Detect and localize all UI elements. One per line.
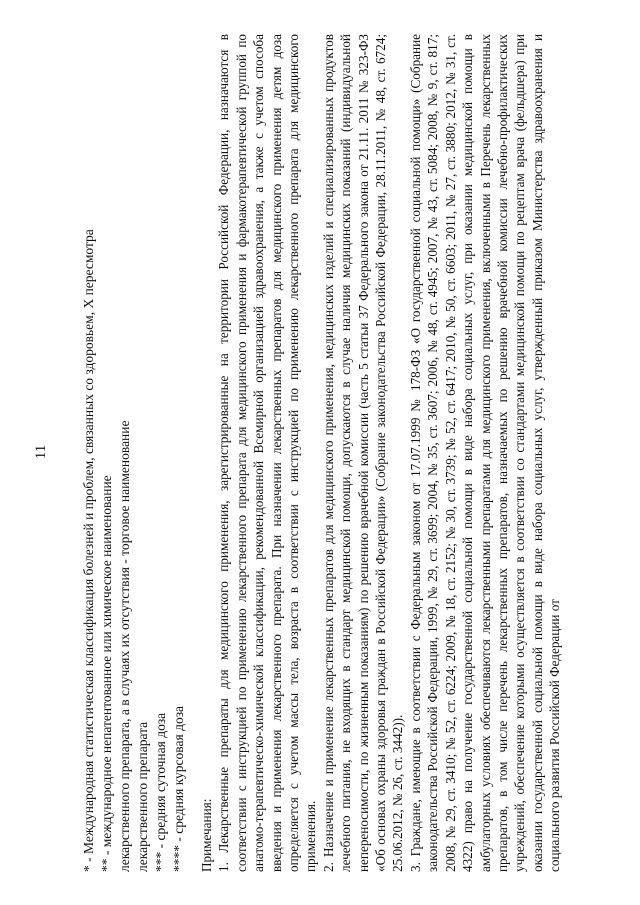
notes-block [198,34,564,872]
footnote-course-dose: **** - средняя курсовая доза [171,705,186,872]
footnote-inn: ** - международное непатентованное или химическое наименование лекарственного препарата, а в случаях их отсутствия - торговое наименование лекарственного препарата [99,420,150,872]
notes-heading: Примечания: [199,798,214,872]
rotated-content [20,22,620,882]
page-number: 11 [33,444,49,460]
footnote-icd: * - Международная статистическая классификация болезней и проблем, связанных со здоровьем, X пересмотра [81,229,96,872]
document-page [20,22,620,882]
footnote-daily-dose: *** - средняя суточная доза [153,712,168,872]
note-item-1: 1. Лекарственные препараты для медицинского применения, зарегистрированные на территории Российской Федерации, назначаются в соответствии с инструкцией по применению лекарственного препарата для медицинского применения и фармакотерапевтической группой по анатомо-терапевтическо-химической классификации, рекомендованной Всемирной организацией здравоохранения, а также с учетом способа введения и применения лекарственного препарата. При назначении лекарственных препаратов для медицинского применения детям доза определяется с учетом массы тела, возраста в соответствии с инструкцией по применению лекарственного препарата для медицинского применения. [216,34,319,872]
note-item-2: 2. Назначение и применение лекарственных препаратов для медицинского применения, медицинских изделий и специализированных продуктов лечебного питания, не входящих в стандарт медицинской помощи, допускаются в случае наличия медицинских показаний (индивидуальной непереносимости, по жизненным показаниям) по решению врачебной комиссии (часть 5 статьи 37 Федерального закона от 21.11. 2011 № 323-ФЗ «Об основах охраны здоровья граждан в Российской Федерации» (Собрание законодательства Российской Федерации, 28.11.2011, № 48, ст. 6724; 25.06.2012, № 26, ст. 3442)). [320,34,406,872]
footnotes [80,32,188,872]
note-item-3: 3. Граждане, имеющие в соответствии с Федеральным законом от 17.07.1999 № 178-ФЗ «О государственной социальной помощи» (Собрание законодательства Российской Федерации, 1999, № 29, ст. 3699; 2004, № 35, ст. 3607; 2006, № 48, ст. 4945; 2007, № 43, ст. 5084; 2008, № 9, ст. 817; 2008, № 29, ст. 3410; № 52, ст. 6224; 2009, № 18, ст. 2152; № 30, ст. 3739; № 52, ст. 6417; 2010, № 50, ст. 6603; 2011, № 27, ст. 3880; 2012, № 31, ст. 4322) право на получение государственной социальной помощи в виде набора социальных услуг, при оказании медицинской помощи в амбулаторных условиях обеспечиваются лекарственными препаратами для медицинского применения, включенными в Перечень лекарственных препаратов, в том числе перечень лекарственных препаратов, назначаемых по решению врачебной комиссии лечебно-профилактических учреждений, обеспечение которыми осуществляется в соответствии со стандартами медицинской помощи по рецептам врача (фельдшера) при оказании государственной социальной помощи в виде набора социальных услуг, утвержденный приказом Министерства здравоохранения и социального развития Российской Федерации от [407,34,563,872]
